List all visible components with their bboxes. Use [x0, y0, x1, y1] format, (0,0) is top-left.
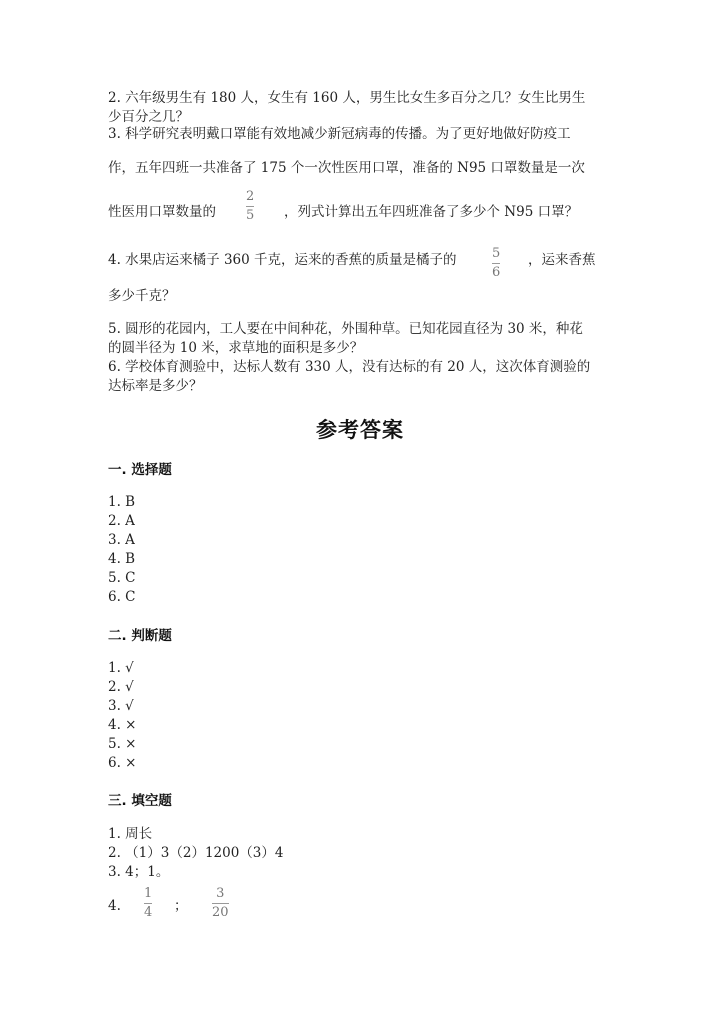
question-2: [108, 89, 585, 127]
question-2-line-1: 2. 六年级男生有 180 人，女生有 160 人，男生比女生多百分之几？女生比男生: [108, 90, 586, 106]
question-3-line-3-suffix: ，列式计算出五年四班准备了多少个 N95 口罩？: [284, 204, 579, 220]
answer-item: 1. √: [108, 660, 134, 676]
section-heading-choice: 一. 选择题: [108, 462, 172, 478]
section-judgment-list: [108, 659, 136, 773]
question-5: [108, 320, 583, 358]
question-3-line-3-prefix: 性医用口罩数量的: [108, 204, 216, 220]
answer-item: 1. 周长: [108, 826, 153, 842]
answer-item: 2. √: [108, 679, 134, 695]
question-4-line-1-suffix: ，运来香蕉: [528, 252, 596, 268]
answer-item: 2. （1）3（2）1200（3）4: [108, 845, 284, 861]
answer-item: 3. √: [108, 698, 134, 714]
fraction-denominator: 6: [492, 265, 501, 280]
answer-item: 3. 4；1。: [108, 864, 170, 880]
fraction-bar: [212, 903, 229, 904]
fraction-denominator: 4: [144, 905, 153, 920]
question-6: [108, 358, 590, 396]
question-3-line-1: 3. 科学研究表明戴口罩能有效地减少新冠病毒的传播。为了更好地做好防疫工: [108, 126, 571, 142]
question-4-line-2: 多少千克？: [108, 288, 176, 304]
answer-item: 2. A: [108, 513, 135, 529]
answer-item: 6. C: [108, 589, 136, 605]
answers-title: 参考答案: [316, 418, 404, 442]
fraction-denominator: 20: [212, 905, 229, 920]
fraction-numerator: 2: [246, 189, 255, 204]
section-heading-judgment: 二. 判断题: [108, 628, 172, 644]
answer-item-4-separator: ；: [174, 898, 188, 914]
section-heading-fill-blank: 三. 填空题: [108, 793, 172, 809]
question-6-line-2: 达标率是多少？: [108, 378, 203, 394]
section-choice-list: [108, 493, 136, 607]
answer-item-4-fraction-1: [144, 887, 152, 920]
fraction-bar: [492, 263, 500, 264]
answer-item-4-label: 4.: [108, 898, 121, 914]
answer-item: 6. ×: [108, 755, 137, 771]
fraction-bar: [246, 206, 254, 207]
question-5-line-2: 的圆半径为 10 米，求草地的面积是多少？: [108, 340, 364, 356]
fraction-numerator: 1: [144, 886, 153, 901]
fraction-numerator: 3: [216, 886, 225, 901]
fraction-numerator: 5: [492, 246, 501, 261]
section-fill-blank-list: [108, 825, 283, 882]
question-2-line-2: 少百分之几？: [108, 109, 189, 125]
fraction-bar: [144, 903, 152, 904]
answer-item: 4. ×: [108, 717, 137, 733]
question-5-line-1: 5. 圆形的花园内，工人要在中间种花，外围种草。已知花园直径为 30 米，种花: [108, 321, 583, 337]
question-4-line-1-prefix: 4. 水果店运来橘子 360 千克，运来的香蕉的质量是橘子的: [108, 252, 457, 268]
answer-item: 5. ×: [108, 736, 137, 752]
answer-item: 5. C: [108, 570, 136, 586]
answer-item: 4. B: [108, 551, 136, 567]
answer-item-4-fraction-2: [212, 887, 229, 920]
question-4-fraction: [492, 247, 500, 280]
answer-item: 3. A: [108, 532, 135, 548]
question-3-fraction: [246, 190, 254, 223]
answer-item: 1. B: [108, 494, 136, 510]
question-3-line-2: 作，五年四班一共准备了 175 个一次性医用口罩，准备的 N95 口罩数量是一次: [108, 160, 585, 176]
question-6-line-1: 6. 学校体育测验中，达标人数有 330 人，没有达标的有 20 人，这次体育测验的: [108, 359, 591, 375]
fraction-denominator: 5: [246, 208, 255, 223]
